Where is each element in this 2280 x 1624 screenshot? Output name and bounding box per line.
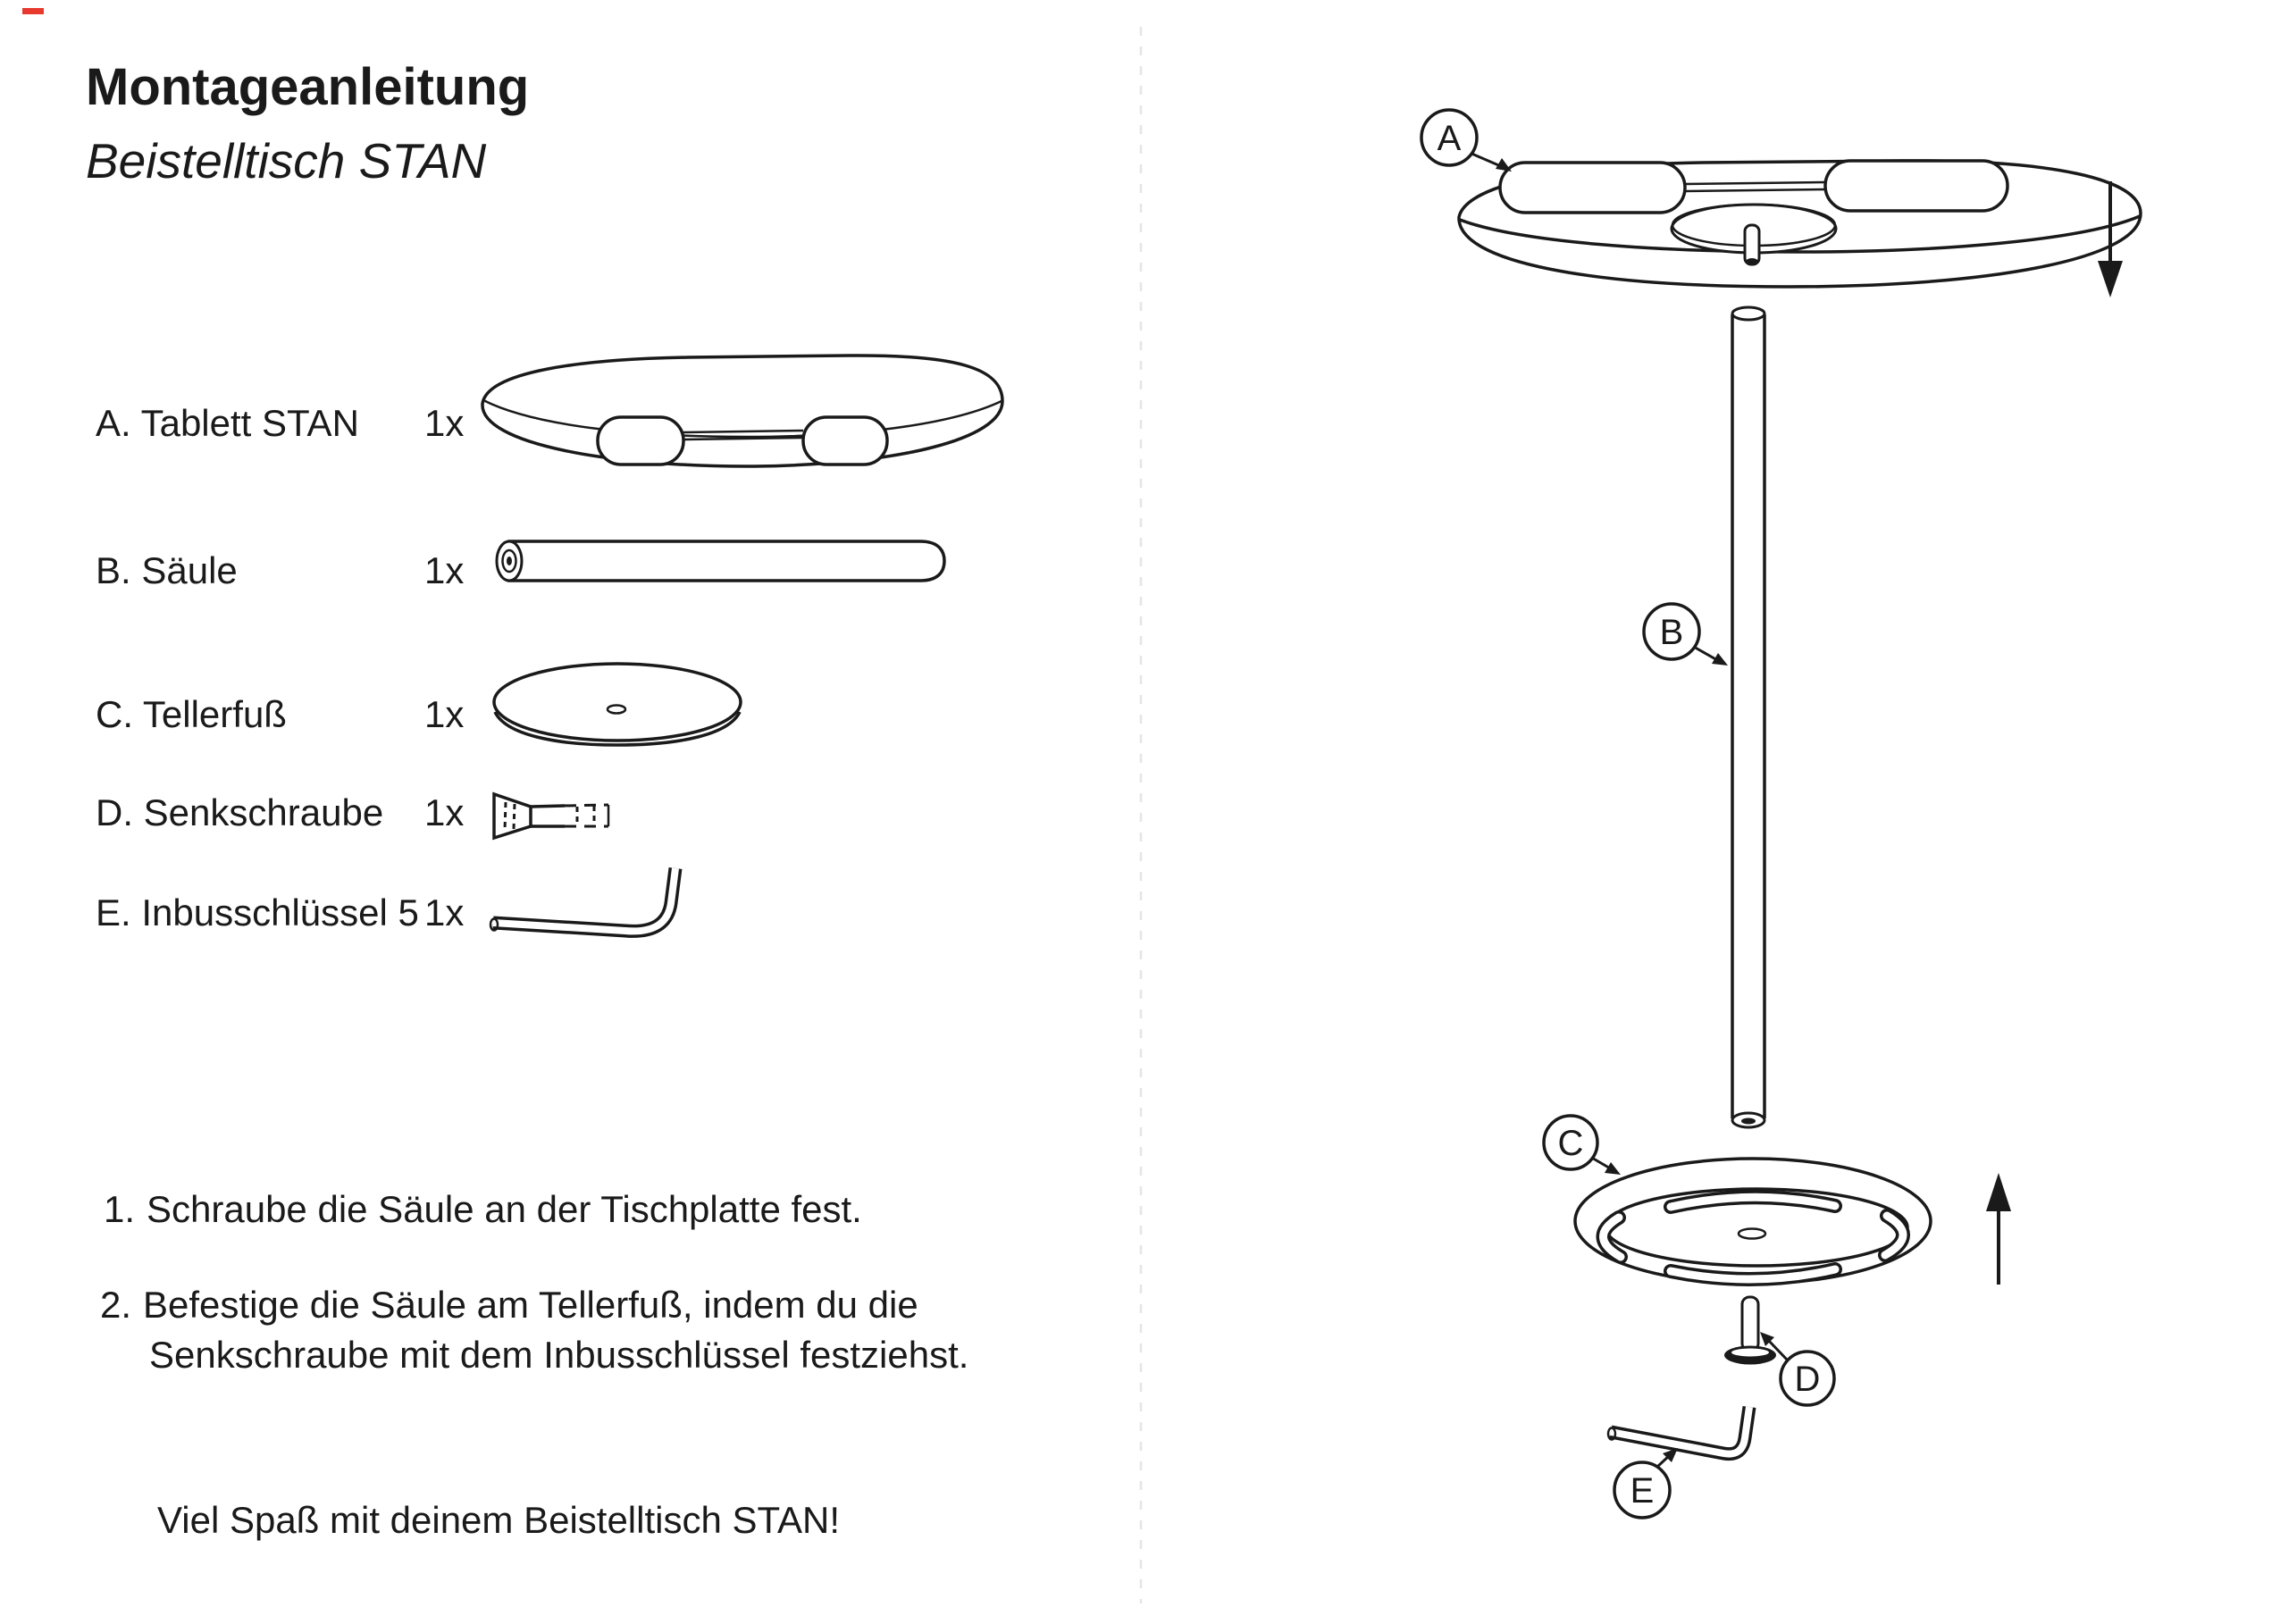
tray-drawing (482, 356, 1002, 466)
callout-e (1614, 1448, 1678, 1518)
page-subtitle: Beistelltisch STAN (86, 133, 487, 188)
part-label-b: B. Säule (96, 549, 238, 591)
diagram-tray (1459, 161, 2141, 287)
callout-a (1421, 110, 1512, 172)
callout-letter-c: C (1557, 1124, 1584, 1163)
callout-letter-e: E (1630, 1471, 1655, 1511)
diagram-base-plate (1575, 1159, 1931, 1284)
part-count-d: 1x (424, 791, 465, 833)
part-label-c: C. Tellerfuß (96, 693, 287, 735)
callout-b (1644, 604, 1728, 666)
callout-letter-b: B (1659, 613, 1684, 652)
part-label-a: A. Tablett STAN (96, 402, 359, 444)
up-arrow (1986, 1173, 2011, 1285)
part-count-e: 1x (424, 892, 465, 933)
plate-foot-drawing (494, 664, 741, 745)
part-count-b: 1x (424, 549, 465, 591)
instruction-text: Befestige die Säule am Tellerfuß, indem du die (143, 1284, 918, 1326)
part-label-e: E. Inbusschlüssel 5 (96, 892, 419, 933)
instruction-text: Schraube die Säule an der Tischplatte fest. (147, 1188, 862, 1230)
callout-letter-d: D (1794, 1360, 1821, 1399)
callout-d (1760, 1332, 1834, 1405)
diagram-column (1732, 307, 1764, 1127)
hex-key-drawing (490, 868, 675, 931)
instruction-number: 1. (104, 1188, 136, 1230)
part-count-a: 1x (424, 402, 465, 444)
column-drawing (497, 541, 944, 581)
diagram-hex-key (1608, 1407, 1749, 1454)
page-title: Montageanleitung (86, 58, 530, 116)
callout-letter-a: A (1437, 119, 1462, 158)
part-label-d: D. Senkschraube (96, 791, 384, 833)
instruction-text-continued: Senkschraube mit dem Inbusschlüssel festziehst. (149, 1334, 969, 1376)
part-count-c: 1x (424, 693, 465, 735)
callout-c (1544, 1116, 1621, 1175)
countersunk-screw-drawing (494, 794, 608, 838)
closing-message: Viel Spaß mit deinem Beistelltisch STAN! (157, 1499, 841, 1541)
diagram-screw (1724, 1297, 1776, 1365)
instruction-number: 2. (100, 1284, 132, 1326)
